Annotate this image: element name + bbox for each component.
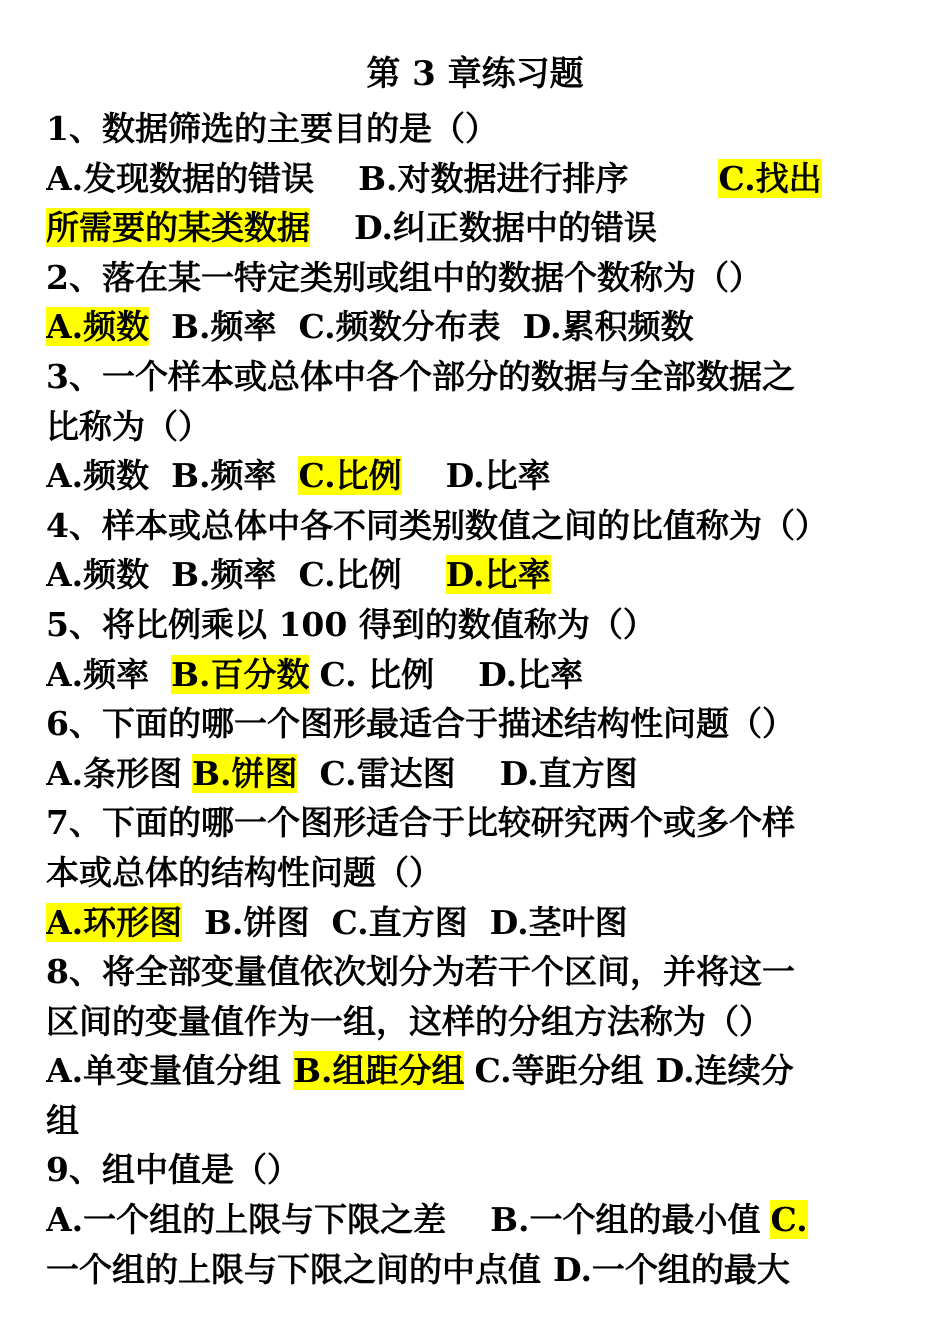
question-8-options-line-2 (46, 1096, 904, 1146)
option-d: D.一个组的最大 (553, 1249, 790, 1289)
option-a-answer: A.环形图 (46, 902, 183, 942)
question-5-options (46, 650, 904, 700)
option-c-answer: C. (770, 1200, 808, 1240)
option-c: C. 比例 (319, 654, 435, 694)
option-c: C.比例 (298, 555, 402, 595)
question-8-stem-line-1: 8、将全部变量值依次划分为若干个区间，并将这一 (46, 952, 795, 992)
option-d: D.比率 (478, 654, 584, 694)
question-6-stem: 6、下面的哪一个图形最适合于描述结构性问题（） (46, 704, 795, 744)
option-b: B.对数据进行排序 (358, 158, 629, 198)
option-a: A.频数 (46, 456, 150, 496)
option-d-cont: 组 (46, 1100, 79, 1140)
option-d: D.累积频数 (522, 307, 694, 347)
option-a: A.发现数据的错误 (46, 158, 315, 198)
option-c-answer: C.比例 (298, 456, 402, 496)
question-2-stem: 2、落在某一特定类别或组中的数据个数称为（） (46, 257, 762, 297)
option-a: A.频数 (46, 555, 150, 595)
option-a: A.单变量值分组 (46, 1051, 282, 1091)
question-1-stem: 1、数据筛选的主要目的是（） (46, 109, 498, 148)
option-b-answer: B.百分数 (171, 654, 310, 694)
option-d: D.茎叶图 (489, 902, 628, 942)
question-5-stem: 5、将比例乘以 100 得到的数值称为（） (46, 604, 656, 644)
option-d: D.比率 (445, 456, 551, 496)
option-a: A.条形图 (46, 753, 183, 793)
question-1-options-line-1 (46, 154, 904, 204)
option-b-answer: B.组距分组 (293, 1051, 465, 1091)
question-3-stem-line-2: 比称为（） (46, 406, 211, 446)
question-9-options-line-2 (46, 1245, 904, 1295)
option-c-cont: 一个组的上限与下限之间的中点值 (46, 1249, 541, 1289)
option-b: B.频率 (171, 555, 277, 595)
option-c: C.直方图 (331, 902, 468, 942)
question-9-options-line-1 (46, 1195, 904, 1245)
option-d: D.连续分 (655, 1051, 794, 1091)
option-b: B.频率 (171, 307, 277, 347)
option-c: C.等距分组 (474, 1051, 644, 1091)
question-4-options (46, 550, 904, 600)
option-c: C.频数分布表 (298, 307, 501, 347)
option-b: B.一个组的最小值 (490, 1200, 761, 1240)
option-d-answer: D.比率 (445, 555, 551, 595)
option-a-answer: A.频数 (46, 307, 150, 347)
option-c: C.雷达图 (319, 753, 456, 793)
option-a: A.一个组的上限与下限之差 (46, 1200, 447, 1240)
question-7-stem-line-1: 7、下面的哪一个图形适合于比较研究两个或多个样 (46, 803, 795, 843)
option-d: D.直方图 (499, 753, 638, 793)
question-3-options (46, 451, 904, 501)
question-4-stem: 4、样本或总体中各不同类别数值之间的比值称为（） (46, 505, 828, 545)
question-8-stem-line-2: 区间的变量值作为一组，这样的分组方法称为（） (46, 1001, 772, 1041)
question-9-stem: 9、组中值是（） (46, 1150, 300, 1190)
option-c-answer: C.找出 (718, 158, 822, 198)
question-3-stem-line-1: 3、一个样本或总体中各个部分的数据与全部数据之 (46, 356, 795, 396)
option-b: B.饼图 (204, 902, 310, 942)
option-d: D.纠正数据中的错误 (354, 208, 657, 248)
question-7-options (46, 898, 904, 948)
question-8-options-line-1 (46, 1046, 904, 1096)
option-c-answer-cont: 所需要的某类数据 (46, 208, 310, 248)
option-b: B.频率 (171, 456, 277, 496)
question-1-options-line-2 (46, 203, 904, 253)
question-6-options (46, 749, 904, 799)
question-2-options (46, 302, 904, 352)
page-title: 第 3 章练习题 (366, 54, 584, 94)
option-a: A.频率 (46, 654, 150, 694)
option-b-answer: B.饼图 (192, 753, 298, 793)
question-7-stem-line-2: 本或总体的结构性问题（） (46, 852, 442, 892)
